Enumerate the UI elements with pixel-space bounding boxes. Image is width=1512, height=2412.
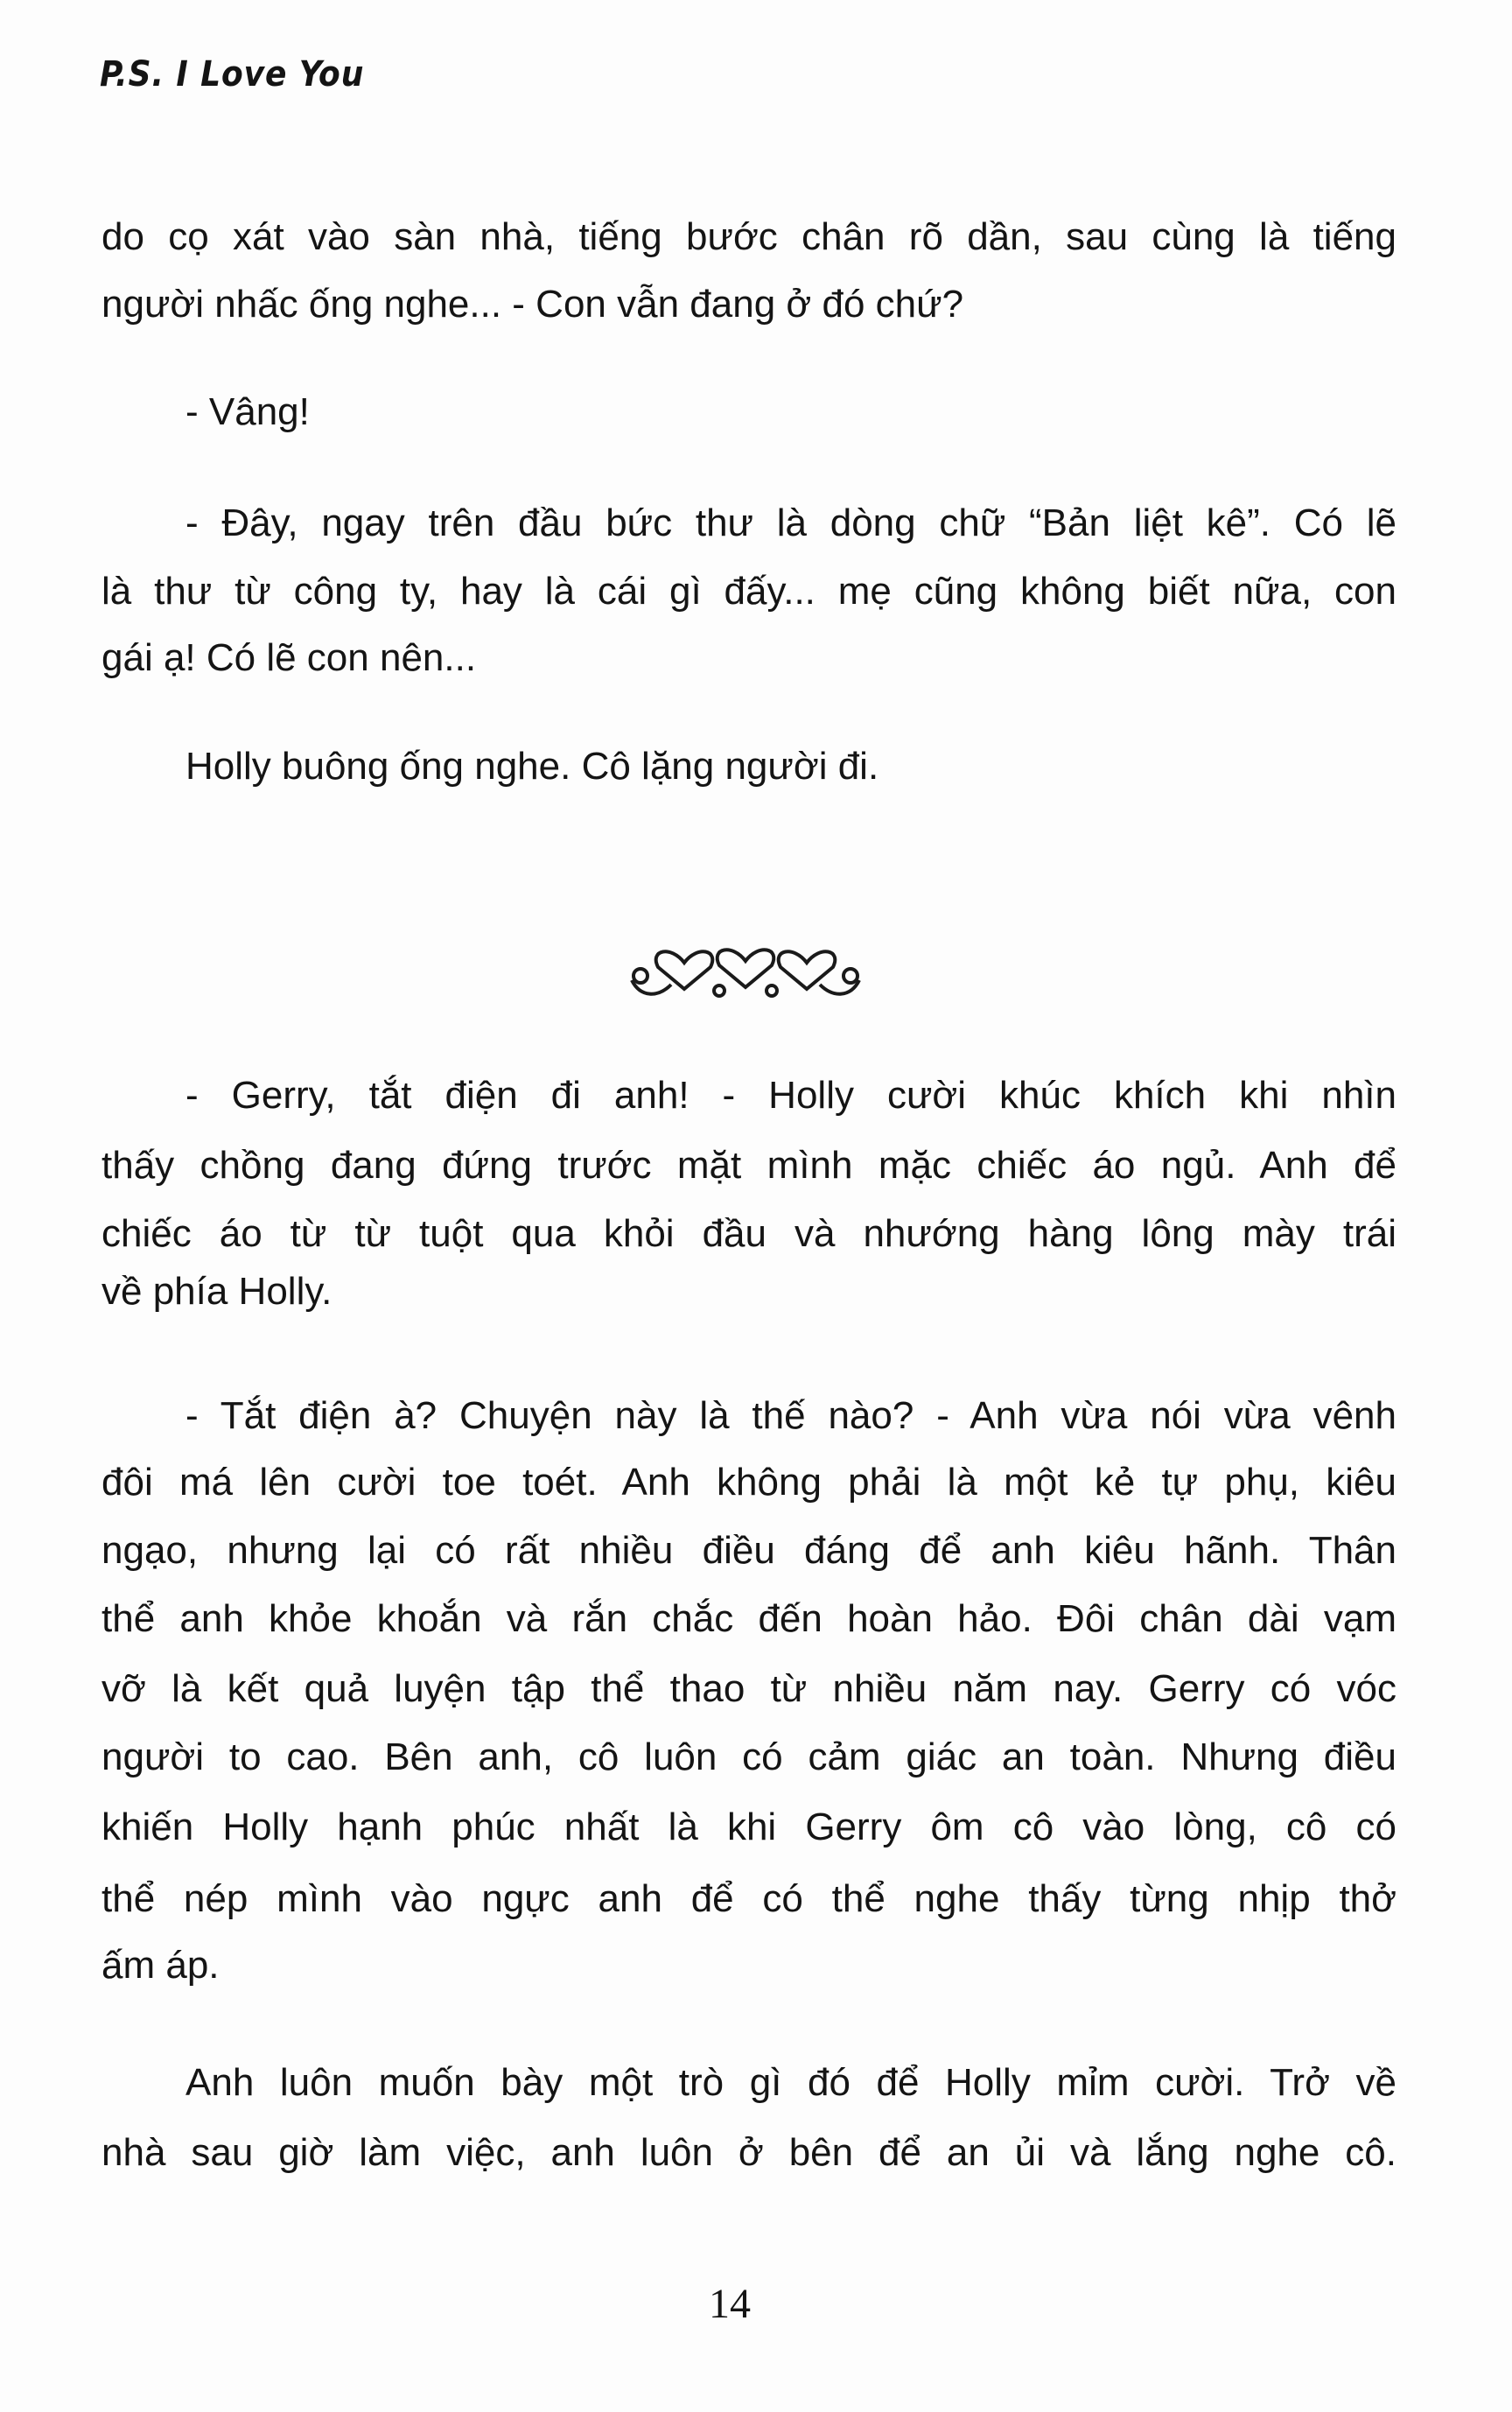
text-line: do cọ xát vào sàn nhà, tiếng bước chân rõ dần, sau cùng là tiếng bbox=[102, 215, 1396, 258]
text-line: thấy chồng đang đứng trước mặt mình mặc chiếc áo ngủ. Anh để bbox=[102, 1144, 1396, 1187]
text-line: vỡ là kết quả luyện tập thể thao từ nhiều năm nay. Gerry có vóc bbox=[102, 1667, 1396, 1710]
text-line: chiếc áo từ từ tuột qua khỏi đầu và nhướng hàng lông mày trái bbox=[102, 1212, 1396, 1255]
text-line: - Đây, ngay trên đầu bức thư là dòng chữ “Bản liệt kê”. Có lẽ bbox=[186, 501, 1396, 544]
text-line: nhà sau giờ làm việc, anh luôn ở bên để an ủi và lắng nghe cô. bbox=[102, 2131, 1396, 2174]
text-line: gái ạ! Có lẽ con nên... bbox=[102, 636, 477, 679]
page-number: 14 bbox=[709, 2281, 751, 2327]
text-line: người to cao. Bên anh, cô luôn có cảm giác an toàn. Nhưng điều bbox=[102, 1735, 1396, 1778]
text-line: thể anh khỏe khoắn và rắn chắc đến hoàn hảo. Đôi chân dài vạm bbox=[102, 1597, 1396, 1640]
text-line: ấm áp. bbox=[102, 1944, 220, 1987]
text-line: là thư từ công ty, hay là cái gì đấy... mẹ cũng không biết nữa, con bbox=[102, 570, 1396, 613]
running-header: P.S. I Love You bbox=[100, 54, 365, 95]
text-line: Anh luôn muốn bày một trò gì đó để Holly mỉm cười. Trở về bbox=[186, 2061, 1396, 2104]
text-line: - Vâng! bbox=[186, 390, 310, 433]
text-line: người nhấc ống nghe... - Con vẫn đang ở đó chứ? bbox=[102, 283, 964, 326]
text-line: đôi má lên cười toe toét. Anh không phải là một kẻ tự phụ, kiêu bbox=[102, 1461, 1396, 1504]
hearts-ornament-icon bbox=[623, 936, 868, 1006]
text-line: ngạo, nhưng lại có rất nhiều điều đáng để anh kiêu hãnh. Thân bbox=[102, 1529, 1396, 1572]
text-line: - Gerry, tắt điện đi anh! - Holly cười khúc khích khi nhìn bbox=[186, 1074, 1396, 1117]
text-line: thể nép mình vào ngực anh để có thể nghe thấy từng nhịp thở bbox=[102, 1877, 1396, 1920]
text-line: - Tắt điện à? Chuyện này là thế nào? - Anh vừa nói vừa vênh bbox=[186, 1394, 1396, 1437]
text-line: về phía Holly. bbox=[102, 1270, 332, 1313]
text-line: Holly buông ống nghe. Cô lặng người đi. bbox=[186, 745, 879, 788]
text-line: khiến Holly hạnh phúc nhất là khi Gerry ôm cô vào lòng, cô có bbox=[102, 1805, 1396, 1848]
